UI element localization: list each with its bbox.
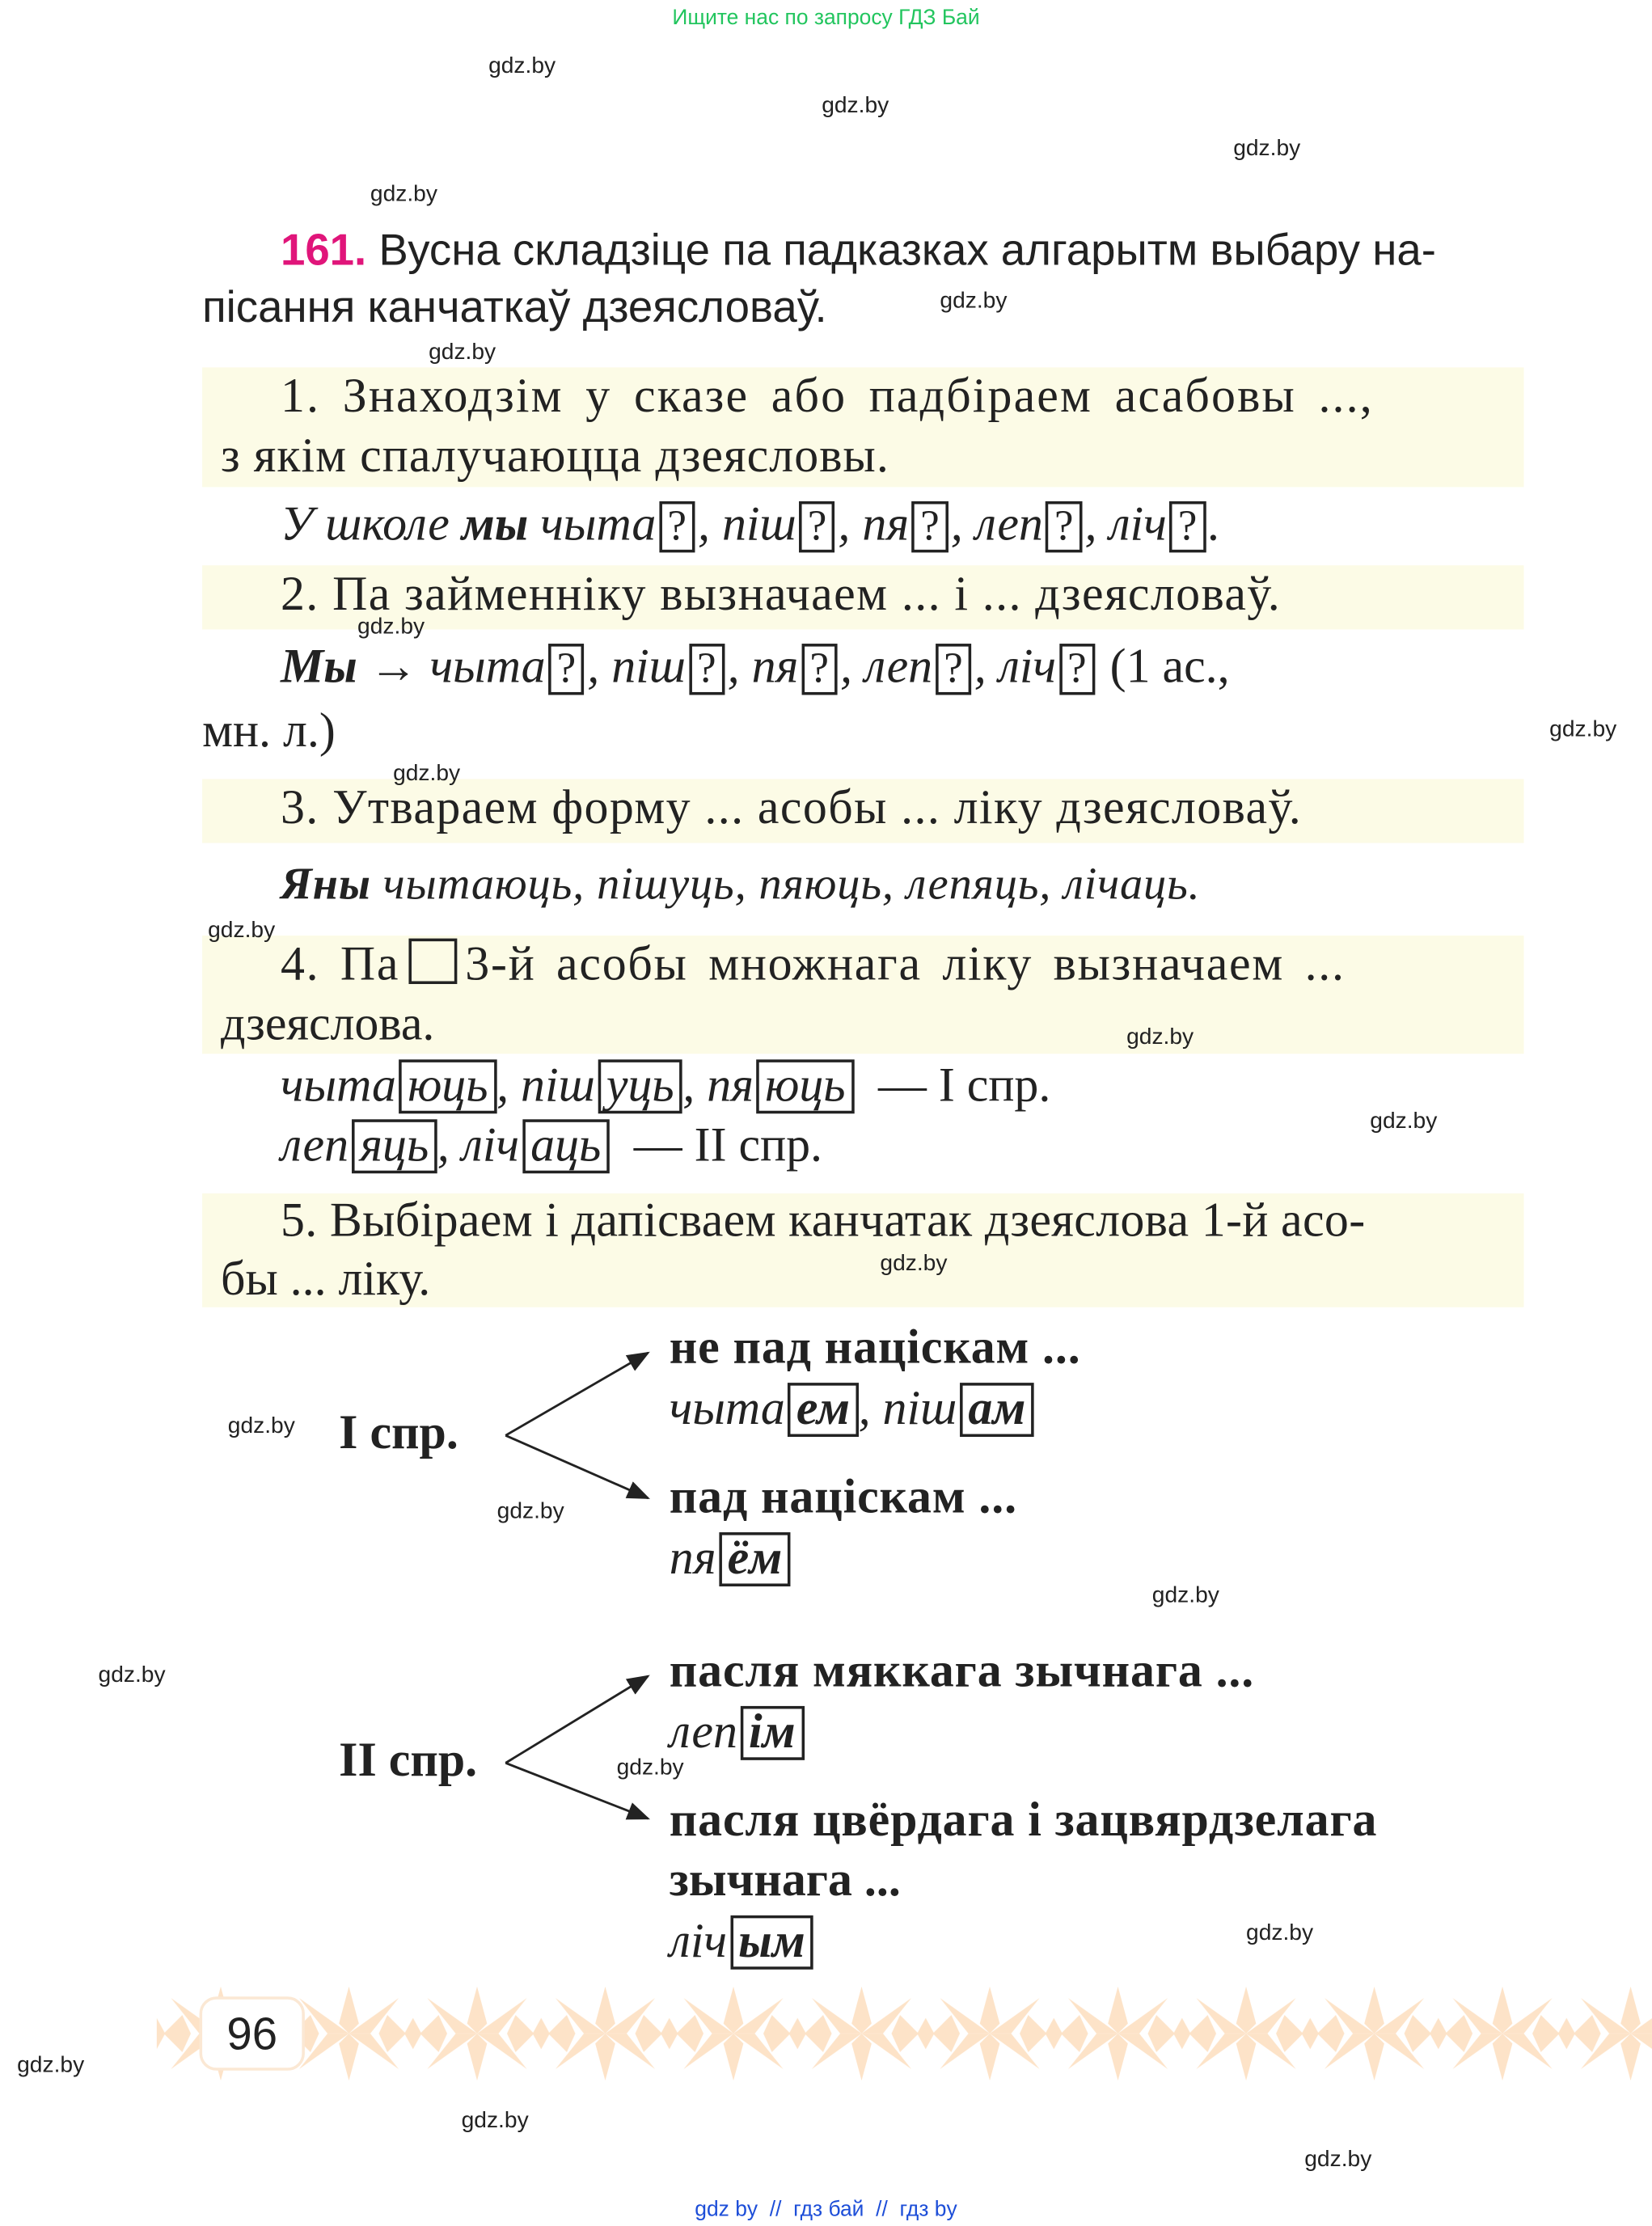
ending-box: аць bbox=[522, 1119, 610, 1173]
period: . bbox=[1208, 498, 1221, 551]
conj1-label: I спр. bbox=[339, 1407, 458, 1460]
conjugation-label: — II спр. bbox=[633, 1119, 823, 1172]
verb-stem: ліч bbox=[669, 1915, 728, 1968]
step1-example: У школе мы чыта ? , піш ? , пя ? , леп ? , ліч ? . bbox=[280, 498, 1221, 551]
ending-box: ым bbox=[730, 1916, 814, 1970]
watermark: gdz.by bbox=[461, 2109, 529, 2134]
watermark: gdz.by bbox=[616, 1755, 684, 1780]
watermark: gdz.by bbox=[98, 1663, 166, 1688]
step5-line2: бы ... ліку. bbox=[220, 1252, 431, 1307]
watermark: gdz.by bbox=[1304, 2147, 1372, 2172]
step5-line1: 5. Выбіраем і дапісваем канчатак дзеяслова 1-й асо- bbox=[280, 1194, 1366, 1248]
conj1-branch1-example: чыта ем , піш ам bbox=[670, 1383, 1034, 1437]
verb-stem: чыта bbox=[669, 1383, 785, 1436]
example-text: чытаюць, пішуць, пяюць, лепяць, лічаць. bbox=[370, 857, 1201, 909]
verb-stem: ліч bbox=[1109, 498, 1167, 551]
question-box: ? bbox=[1046, 501, 1082, 552]
watermark: gdz.by bbox=[822, 94, 889, 119]
example-text: У школе bbox=[280, 498, 462, 551]
arrow-down-icon bbox=[505, 1763, 648, 1818]
watermark: gdz.by bbox=[940, 289, 1008, 314]
step4-text: 4. Па bbox=[280, 938, 400, 991]
pronoun: Мы bbox=[280, 640, 357, 694]
step1-line2: з якім спалучаюцца дзеясловы. bbox=[220, 429, 889, 484]
step2-line: 2. Па займенніку вызначаем ... і ... дзеясловаў. bbox=[280, 568, 1282, 621]
footer-links[interactable]: gdz by // гдз бай // гдз by bbox=[695, 2197, 957, 2222]
search-banner[interactable]: Ищите нас по запросу ГДЗ Бай bbox=[672, 6, 980, 30]
verb-stem: чыта bbox=[429, 640, 546, 694]
exercise-number: 161. bbox=[280, 225, 367, 275]
question-box: ? bbox=[912, 501, 949, 552]
verb-stem: леп bbox=[974, 498, 1043, 551]
ending-box: уць bbox=[598, 1059, 682, 1113]
verb-stem: чыта bbox=[540, 498, 657, 551]
watermark: gdz.by bbox=[370, 182, 437, 207]
watermark: gdz.by bbox=[1126, 1025, 1194, 1050]
watermark: gdz.by bbox=[880, 1252, 948, 1277]
watermark: gdz.by bbox=[429, 340, 496, 365]
watermark: gdz.by bbox=[1370, 1109, 1438, 1134]
arrow-up-icon bbox=[505, 1676, 648, 1763]
exercise-title-text: Вусна складзіце па падказках алгарытм выбару на- bbox=[378, 225, 1436, 275]
watermark: gdz.by bbox=[1246, 1920, 1314, 1945]
verb-stem: леп bbox=[280, 1119, 349, 1172]
watermark: gdz.by bbox=[1233, 137, 1301, 162]
conj2-branch2-title2: зычнага ... bbox=[669, 1854, 901, 1907]
verb-stem: піш bbox=[721, 498, 796, 551]
conj1-branch2-title: пад націскам ... bbox=[669, 1471, 1017, 1524]
step4-row1: чыта юць , піш уць , пя юць — I спр. bbox=[280, 1059, 1051, 1113]
conj2-branch2-title: пасля цвёрдага і зацвярдзелага bbox=[669, 1794, 1378, 1848]
verb-stem: чыта bbox=[280, 1059, 396, 1113]
step4-line2: дзеяслова. bbox=[220, 998, 435, 1051]
question-box: ? bbox=[1059, 644, 1096, 695]
step1-line1: 1. Знаходзім у сказе або падбіраем асабовы ..., bbox=[280, 370, 1374, 424]
step2-example: Мы → чыта ? , піш ? , пя ? , леп ? , ліч ? (1 ас., bbox=[280, 640, 1230, 694]
verb-stem: піш bbox=[611, 640, 687, 694]
conj1-branch1-title: не пад націскам ... bbox=[669, 1321, 1081, 1375]
question-box: ? bbox=[1169, 501, 1206, 552]
conj2-branch2-example bbox=[670, 1916, 814, 1970]
question-box: ? bbox=[801, 644, 838, 695]
watermark: gdz.by bbox=[393, 762, 461, 787]
conj2-branch1-example bbox=[670, 1706, 804, 1760]
ending-box: ам bbox=[960, 1383, 1034, 1437]
watermark: gdz.by bbox=[1549, 717, 1617, 742]
verb-stem: ліч bbox=[998, 640, 1057, 694]
verb-stem: леп bbox=[669, 1705, 737, 1759]
watermark: gdz.by bbox=[17, 2053, 85, 2078]
watermark: gdz.by bbox=[496, 1499, 564, 1524]
ending-box: ём bbox=[719, 1532, 791, 1586]
watermark: gdz.by bbox=[208, 918, 276, 943]
step3-line: 3. Утвараем форму ... асобы ... ліку дзеясловаў. bbox=[280, 781, 1303, 835]
watermark: gdz.by bbox=[488, 53, 556, 78]
pronoun: мы bbox=[461, 498, 529, 551]
verb-stem: пя bbox=[707, 1059, 754, 1113]
grammar-note: (1 ас., bbox=[1109, 640, 1230, 694]
verb-stem: ліч bbox=[461, 1119, 520, 1172]
ending-box: ім bbox=[740, 1706, 804, 1760]
ending-box: юць bbox=[399, 1059, 497, 1113]
verb-stem: піш bbox=[521, 1059, 595, 1113]
conjugation-label: — I спр. bbox=[878, 1059, 1051, 1113]
grammar-note-cont: мн. л.) bbox=[202, 704, 336, 758]
arrow-down-icon bbox=[505, 1435, 648, 1497]
question-box: ? bbox=[689, 644, 725, 695]
exercise-title-line2: пісання канчаткаў дзеясловаў. bbox=[202, 281, 827, 332]
step4-row2: леп яць , ліч аць — II спр. bbox=[280, 1119, 823, 1172]
page-number: 96 bbox=[200, 1996, 305, 2071]
arrow-up-icon bbox=[505, 1353, 648, 1435]
conj1-branch2-example bbox=[670, 1532, 791, 1586]
question-box: ? bbox=[548, 644, 585, 695]
question-box: ? bbox=[659, 501, 695, 552]
pronoun: Яны bbox=[280, 857, 371, 909]
question-box: ? bbox=[936, 644, 972, 695]
verb-stem: леп bbox=[864, 640, 933, 694]
ornament-border bbox=[157, 1987, 1652, 2080]
verb-stem: пя bbox=[669, 1532, 716, 1586]
step4-text: 3-й асобы множнага ліку вызначаем ... bbox=[465, 938, 1346, 991]
conj2-label: II спр. bbox=[339, 1734, 478, 1788]
arrow-icon: → bbox=[369, 640, 418, 694]
ending-box: яць bbox=[352, 1119, 437, 1173]
question-box: ? bbox=[799, 501, 835, 552]
watermark: gdz.by bbox=[1151, 1583, 1219, 1608]
verb-stem: пя bbox=[751, 640, 799, 694]
verb-stem: піш bbox=[882, 1383, 957, 1436]
ending-box: юць bbox=[757, 1059, 855, 1113]
watermark: gdz.by bbox=[227, 1413, 295, 1438]
ending-box: ем bbox=[788, 1383, 858, 1437]
watermark: gdz.by bbox=[357, 615, 425, 640]
verb-stem: пя bbox=[862, 498, 910, 551]
conj2-branch1-title: пасля мяккага зычнага ... bbox=[669, 1645, 1255, 1698]
